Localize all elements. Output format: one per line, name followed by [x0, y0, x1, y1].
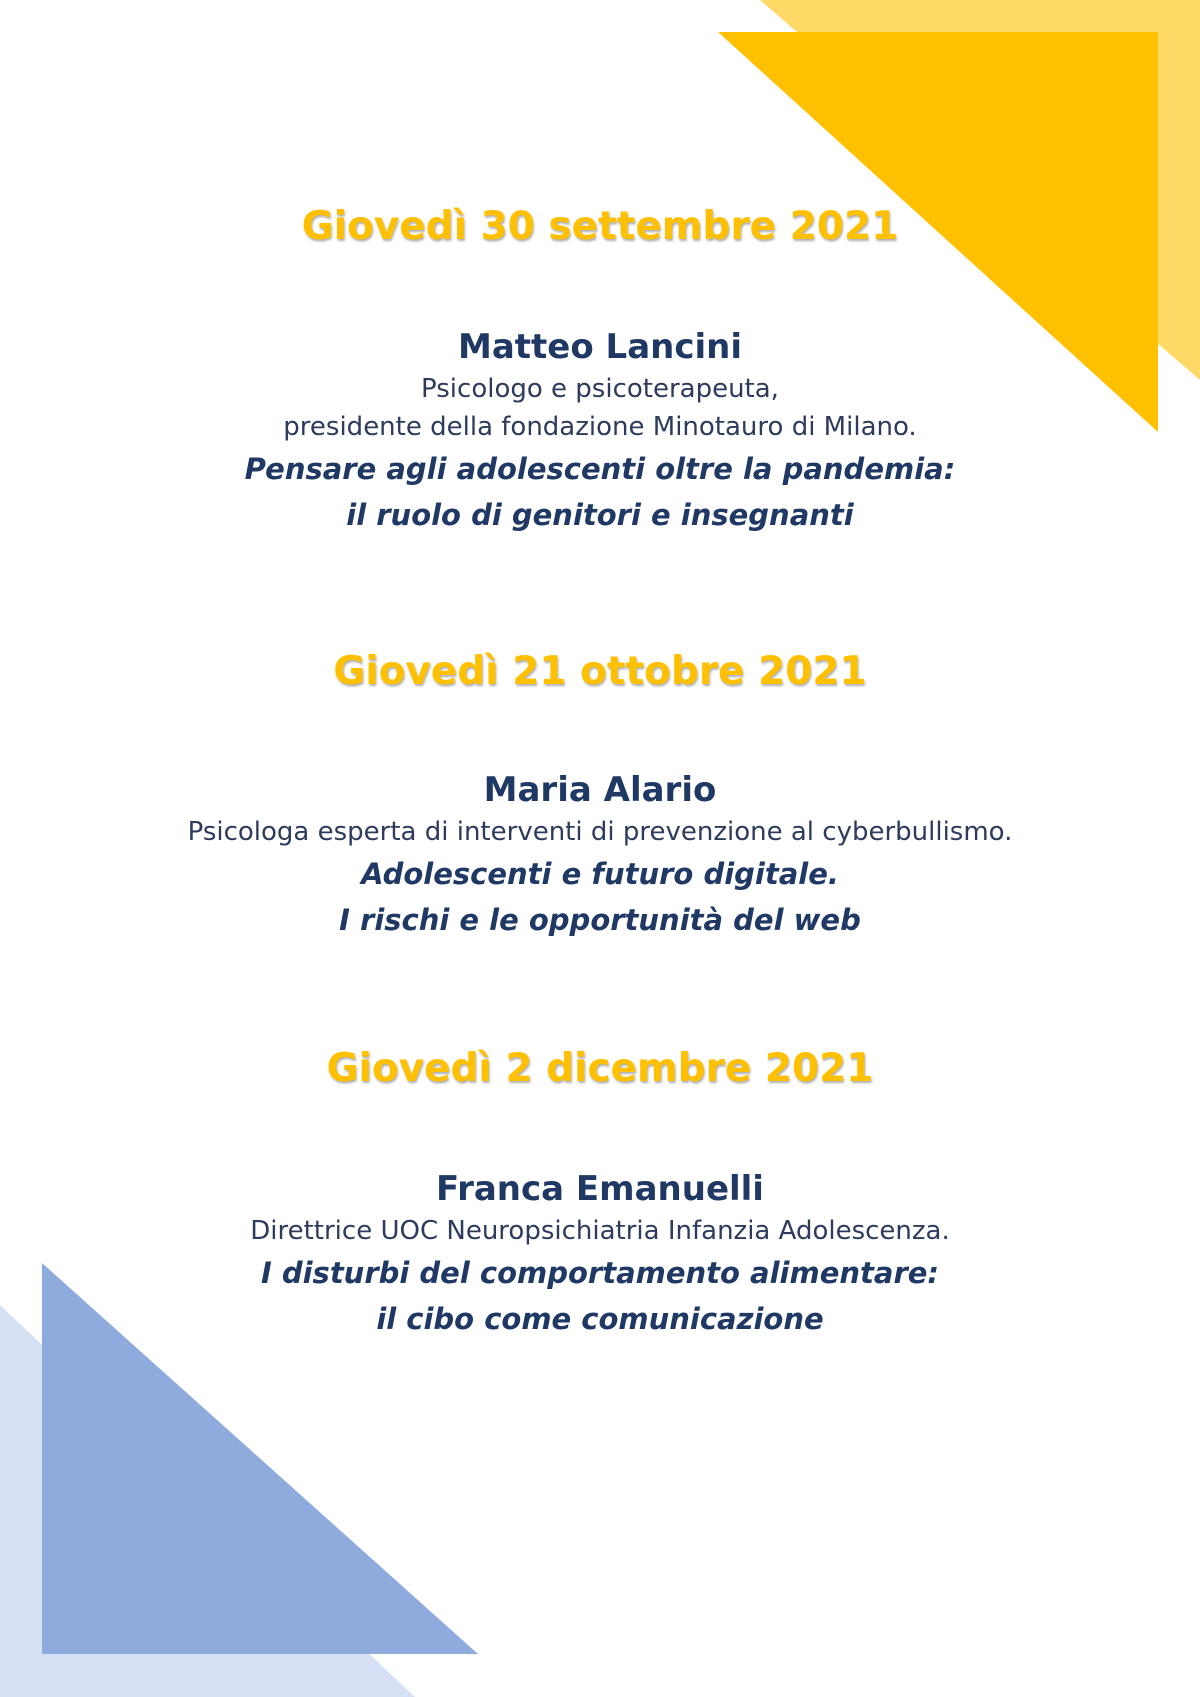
event-1	[0, 202, 1200, 538]
event-2	[0, 647, 1200, 943]
talk-line: Adolescenti e futuro digitale.	[361, 857, 839, 891]
talk-line: I disturbi del comportamento alimentare:	[260, 1256, 940, 1290]
talk-line: il ruolo di genitori e insegnanti	[346, 498, 854, 532]
speaker-role	[0, 370, 1200, 446]
event-date: Giovedì 2 dicembre 2021	[326, 1046, 874, 1091]
speaker-name: Matteo Lancini	[457, 327, 743, 367]
speaker-name: Franca Emanuelli	[436, 1169, 764, 1209]
role-line: presidente della fondazione Minotauro di Milano.	[283, 412, 917, 442]
speaker-role	[0, 813, 1200, 851]
talk-title	[0, 851, 1200, 943]
talk-line: Pensare agli adolescenti oltre la pandemia:	[244, 452, 956, 486]
role-line: Psicologo e psicoterapeuta,	[421, 374, 779, 404]
talk-line: I rischi e le opportunità del web	[339, 903, 861, 937]
speaker-role	[0, 1212, 1200, 1250]
event-3	[0, 1044, 1200, 1342]
event-date: Giovedì 21 ottobre 2021	[333, 649, 867, 694]
role-line: Direttrice UOC Neuropsichiatria Infanzia Adolescenza.	[250, 1216, 950, 1246]
role-line: Psicologa esperta di interventi di prevenzione al cyberbullismo.	[187, 817, 1013, 847]
event-date: Giovedì 30 settembre 2021	[301, 204, 899, 249]
talk-line: il cibo come comunicazione	[376, 1302, 824, 1336]
speaker-name: Maria Alario	[483, 770, 717, 810]
talk-title	[0, 446, 1200, 538]
talk-title	[0, 1250, 1200, 1342]
